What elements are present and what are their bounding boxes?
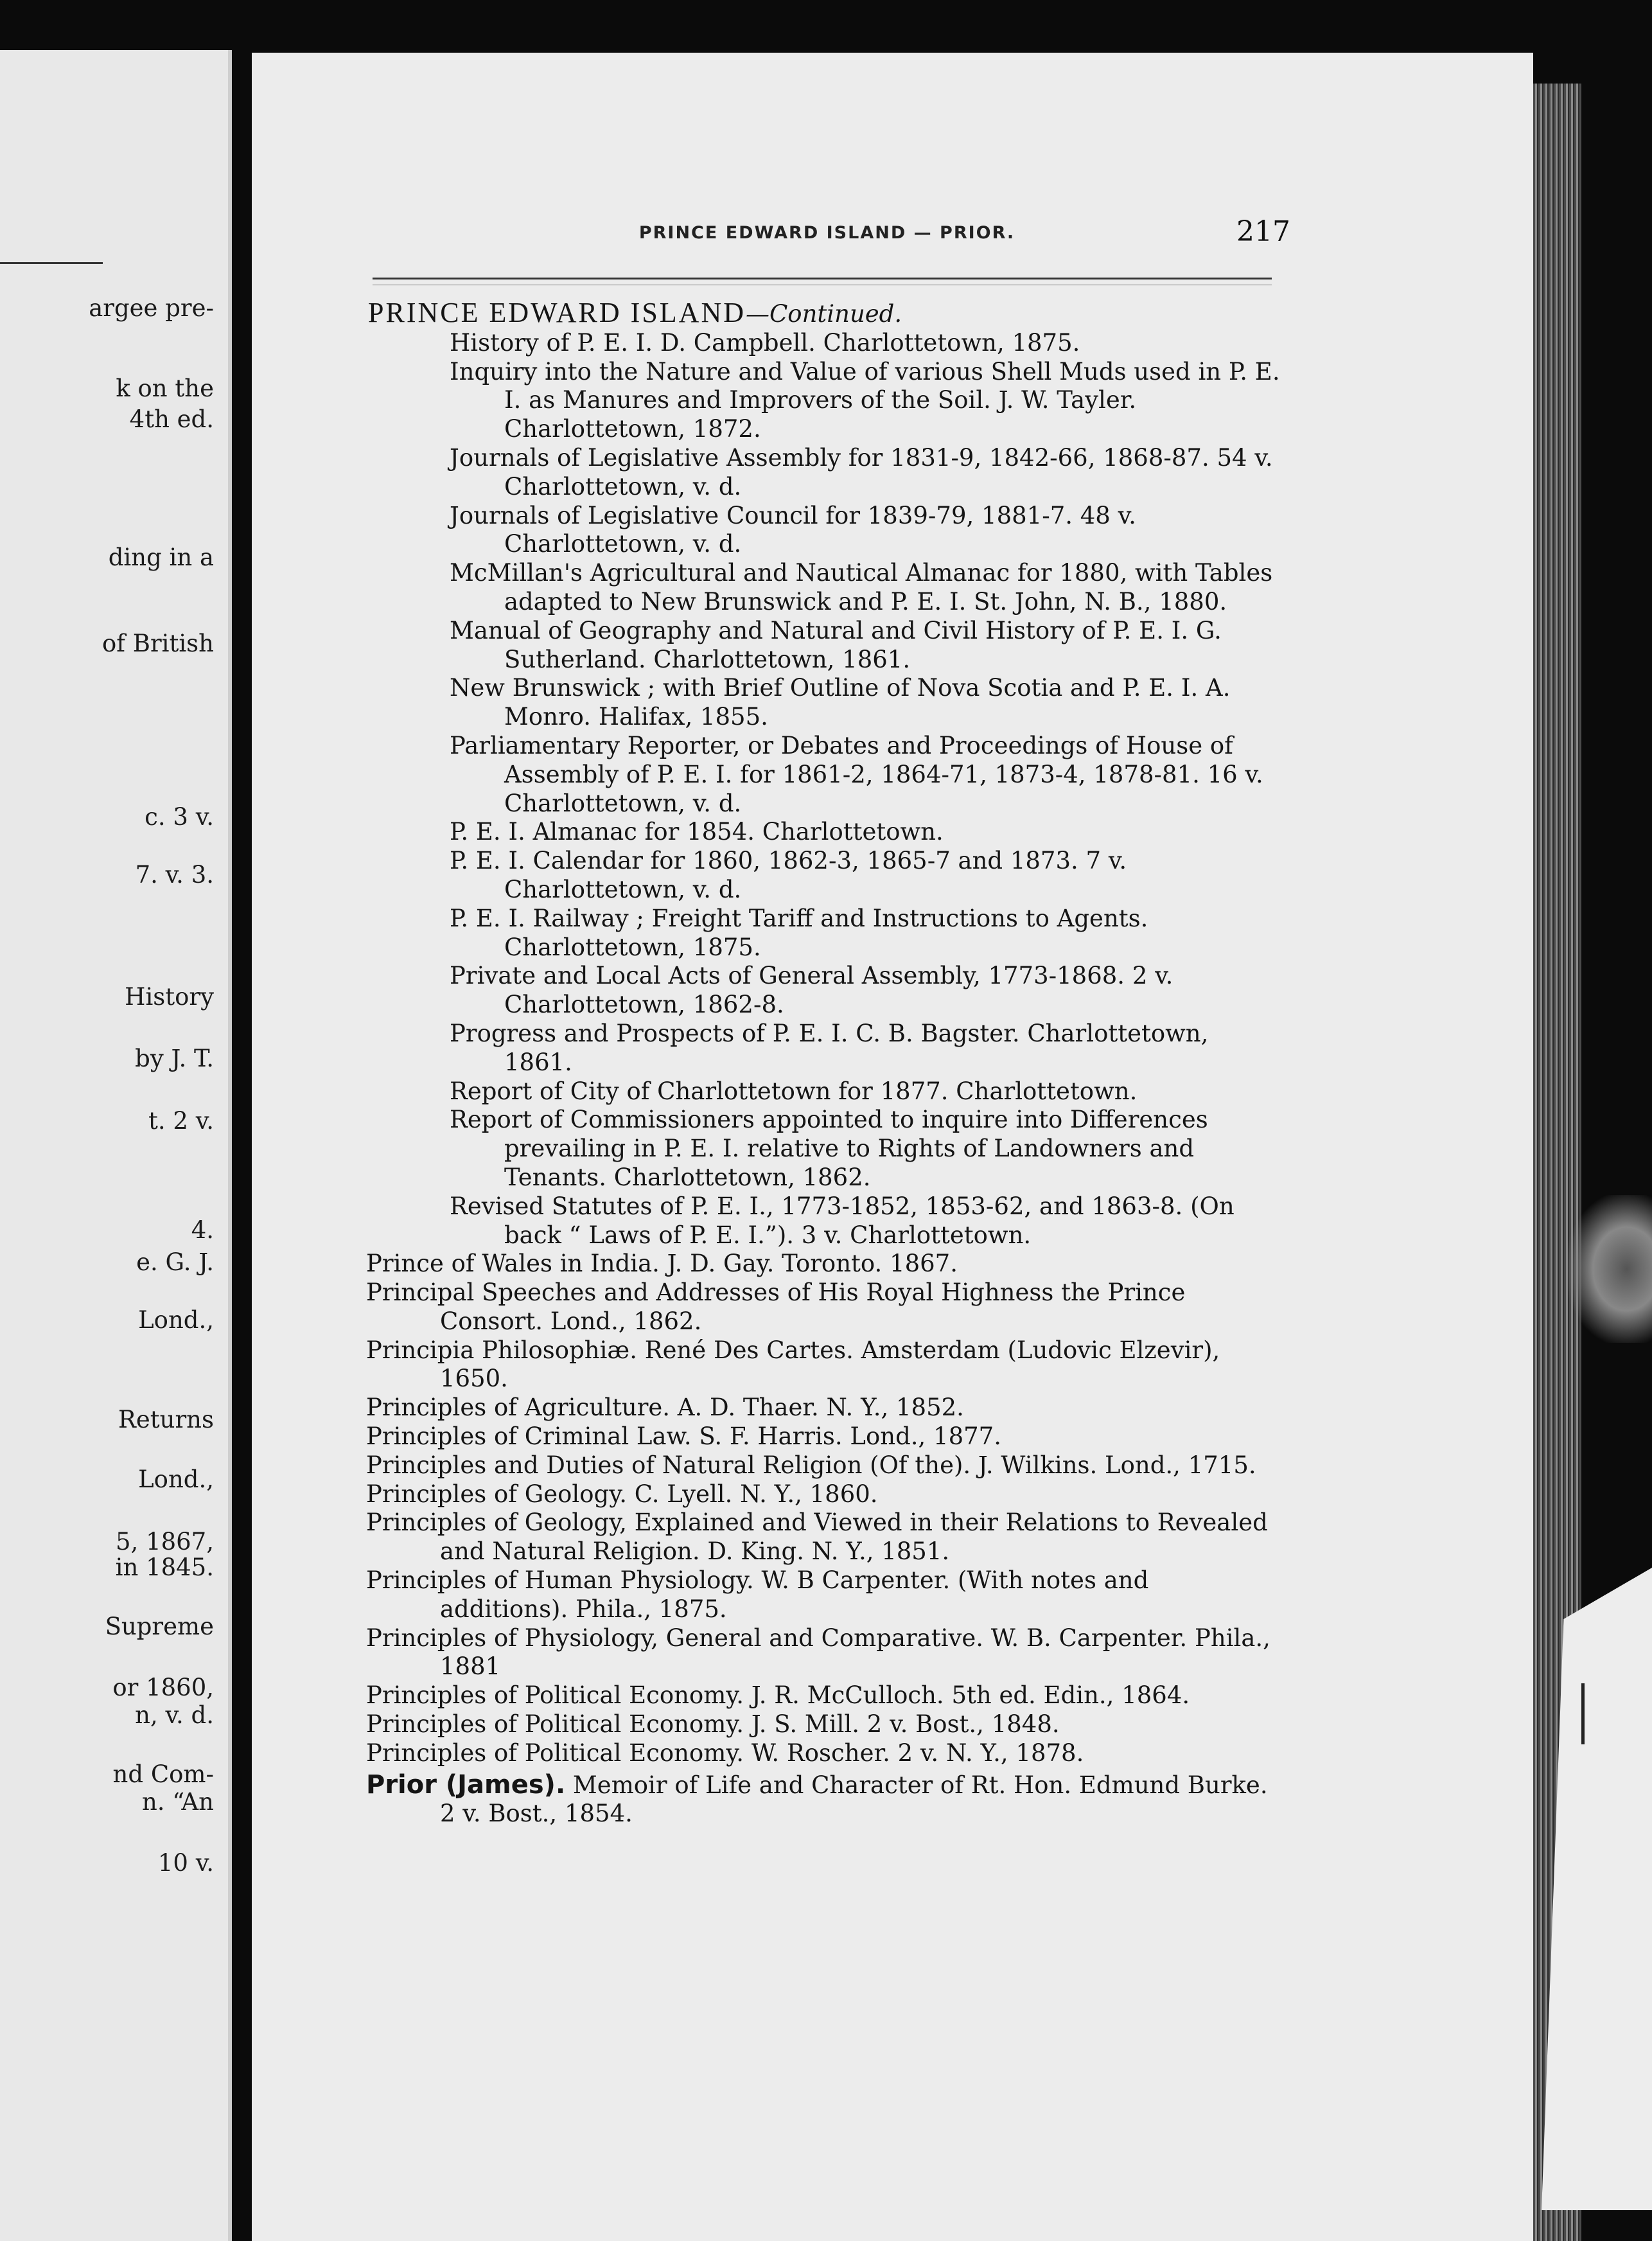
- entry: Principles of Human Physiology. W. B Carpenter. (With notes and additions). Phila., 1875.: [366, 1566, 1149, 1623]
- page-number: 217: [1236, 215, 1290, 248]
- entry: Principles of Criminal Law. S. F. Harris. Lond., 1877.: [366, 1422, 1001, 1451]
- left-fragment: argee pre-: [89, 294, 214, 322]
- author-entry-text: Memoir of Life and Character of Rt. Hon. Edmund Burke. 2 v. Bost., 1854.: [440, 1771, 1268, 1828]
- left-fragment: 4.: [191, 1216, 214, 1244]
- left-fragment: 5, 1867,: [116, 1528, 214, 1555]
- section-title: PRINCE EDWARD ISLAND: [368, 297, 746, 328]
- left-fragment: 10 v.: [157, 1849, 214, 1877]
- sub-entry: New Brunswick ; with Brief Outline of Nova Scotia and P. E. I. A. Monro. Halifax, 1855.: [450, 674, 1231, 731]
- left-fragment: Returns: [118, 1406, 214, 1433]
- entry: Prince of Wales in India. J. D. Gay. Toronto. 1867.: [366, 1250, 958, 1278]
- left-fragment: c. 3 v.: [145, 803, 214, 831]
- author-entry: [356, 1771, 1281, 1829]
- entry: Principles of Geology. C. Lyell. N. Y., 1860.: [366, 1480, 878, 1508]
- entry: Principal Speeches and Addresses of His Royal Highness the Prince Consort. Lond., 1862.: [366, 1279, 1186, 1335]
- left-page: [0, 50, 232, 2241]
- left-page-rule: [0, 262, 103, 264]
- left-fragment: or 1860,: [112, 1674, 214, 1701]
- left-fragment: in 1845.: [115, 1554, 214, 1581]
- sub-entry: P. E. I. Calendar for 1860, 1862-3, 1865-7 and 1873. 7 v. Charlottetown, v. d.: [450, 847, 1127, 903]
- sub-entry: Manual of Geography and Natural and Civil History of P. E. I. G. Sutherland. Charlottetown, 1861.: [450, 616, 1222, 673]
- running-title: PRINCE EDWARD ISLAND — PRIOR.: [638, 223, 1015, 243]
- sub-entry: P. E. I. Railway ; Freight Tariff and Instructions to Agents. Charlottetown, 1875.: [450, 904, 1148, 961]
- sub-entry: P. E. I. Almanac for 1854. Charlottetown.: [450, 818, 944, 846]
- sub-entry: Inquiry into the Nature and Value of various Shell Muds used in P. E. I. as Manures and Improvers of the Soil. J. W. Tayler. Charlottetown, 1872.: [450, 357, 1280, 443]
- left-fragment: Supreme: [105, 1613, 214, 1640]
- page-content: [356, 299, 1281, 1829]
- left-fragment: Lond.,: [138, 1466, 214, 1493]
- entry: Principles of Political Economy. J. R. McCulloch. 5th ed. Edin., 1864.: [366, 1681, 1190, 1710]
- sub-entry: Report of City of Charlottetown for 1877. Charlottetown.: [450, 1077, 1138, 1105]
- header-rule: [373, 278, 1272, 279]
- sub-entry: Revised Statutes of P. E. I., 1773-1852, 1853-62, and 1863-8. (On back “ Laws of P. E. I.”). 3 v. Charlottetown.: [450, 1192, 1235, 1249]
- sub-entry: Journals of Legislative Assembly for 1831-9, 1842-66, 1868-87. 54 v. Charlottetown, v. d.: [450, 443, 1273, 500]
- entry: Principles of Political Economy. W. Roscher. 2 v. N. Y., 1878.: [366, 1739, 1084, 1767]
- author-heading: Prior (James).: [366, 1769, 566, 1800]
- smudge: [1567, 1195, 1652, 1343]
- sub-entry: Journals of Legislative Council for 1839-79, 1881-7. 48 v. Charlottetown, v. d.: [450, 501, 1136, 558]
- sub-entry: Private and Local Acts of General Assembly, 1773-1868. 2 v. Charlottetown, 1862-8.: [450, 962, 1173, 1019]
- left-fragment: nd Com-: [112, 1760, 214, 1788]
- left-fragment: t. 2 v.: [148, 1107, 214, 1135]
- section-continued: —Continued.: [746, 300, 902, 328]
- entry: Principles of Agriculture. A. D. Thaer. N. Y., 1852.: [366, 1394, 964, 1422]
- flap-mark: [1581, 1683, 1585, 1744]
- left-fragment: k on the: [116, 375, 214, 402]
- sub-entry: Report of Commissioners appointed to inquire into Differences prevailing in P. E. I. relative to Rights of Landowners and Tenants. Charlottetown, 1862.: [450, 1106, 1208, 1191]
- left-fragment: 7. v. 3.: [135, 861, 214, 889]
- section-heading: [368, 299, 1281, 329]
- left-fragment: History: [125, 983, 214, 1011]
- entry: Principles of Geology, Explained and Viewed in their Relations to Revealed and Natural Religion. D. King. N. Y., 1851.: [366, 1509, 1268, 1566]
- left-fragment: Lond.,: [138, 1306, 214, 1334]
- entry: Principles of Physiology, General and Comparative. W. B. Carpenter. Phila., 1881: [366, 1624, 1270, 1681]
- left-fragment: n, v. d.: [135, 1701, 214, 1729]
- left-fragment: n. “An: [141, 1788, 214, 1816]
- left-fragment: of British: [102, 630, 214, 657]
- entry: Principles of Political Economy. J. S. Mill. 2 v. Bost., 1848.: [366, 1710, 1060, 1739]
- sub-entry: History of P. E. I. D. Campbell. Charlottetown, 1875.: [450, 328, 1080, 357]
- sub-entry: Parliamentary Reporter, or Debates and Proceedings of House of Assembly of P. E. I. for 1861-2, 1864-71, 1873-4, 1878-81. 16 v. Charlottetown, v. d.: [450, 731, 1263, 817]
- entry: Principia Philosophiæ. René Des Cartes. Amsterdam (Ludovic Elzevir), 1650.: [366, 1336, 1220, 1393]
- left-fragment: by J. T.: [135, 1045, 214, 1072]
- left-fragment: ding in a: [108, 544, 214, 571]
- entry: Principles and Duties of Natural Religion (Of the). J. Wilkins. Lond., 1715.: [366, 1451, 1256, 1479]
- left-fragment: e. G. J.: [136, 1248, 214, 1276]
- sub-entry: McMillan's Agricultural and Nautical Almanac for 1880, with Tables adapted to New Brunswick and P. E. I. St. John, N. B., 1880.: [450, 559, 1273, 616]
- sub-entry: Progress and Prospects of P. E. I. C. B. Bagster. Charlottetown, 1861.: [450, 1019, 1209, 1076]
- left-fragment: 4th ed.: [129, 405, 214, 433]
